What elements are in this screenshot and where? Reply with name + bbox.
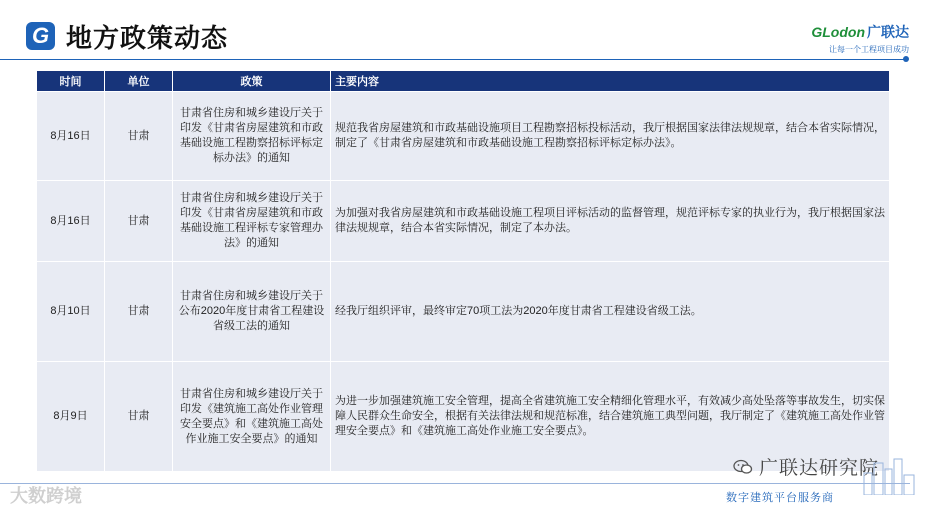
column-header-policy: 政策 xyxy=(173,71,331,92)
column-header-unit: 单位 xyxy=(105,71,173,92)
wechat-label: 广联达研究院 xyxy=(759,458,880,479)
table-row xyxy=(37,181,890,262)
watermark: 大数跨境 xyxy=(10,486,82,506)
brand-slogan: 让每一个工程项目成功 xyxy=(829,45,909,54)
table-header-row xyxy=(37,71,890,92)
table-row xyxy=(37,92,890,181)
wechat-account xyxy=(733,453,879,480)
brand-cn: 广联达 xyxy=(867,24,909,40)
logo-g-icon: G xyxy=(26,22,55,50)
bottom-divider xyxy=(0,483,910,484)
cell-unit: 甘肃 xyxy=(105,92,173,181)
cell-date: 8月16日 xyxy=(37,181,105,262)
cell-date: 8月9日 xyxy=(37,362,105,472)
wechat-icon xyxy=(733,459,753,475)
cell-policy: 甘肃省住房和城乡建设厅关于公布2020年度甘肃省工程建设省级工法的通知 xyxy=(173,262,331,362)
cell-policy: 甘肃省住房和城乡建设厅关于印发《甘肃省房屋建筑和市政基础设施工程勘察招标评标定标办法》的通知 xyxy=(173,92,331,181)
column-header-content: 主要内容 xyxy=(331,71,890,92)
brand-latin: GLodon xyxy=(811,24,865,40)
table-row xyxy=(37,262,890,362)
cell-policy: 甘肃省住房和城乡建设厅关于印发《甘肃省房屋建筑和市政基础设施工程评标专家管理办法》的通知 xyxy=(173,181,331,262)
brand-name xyxy=(811,22,909,42)
cell-unit: 甘肃 xyxy=(105,262,173,362)
top-divider xyxy=(0,59,905,60)
cell-date: 8月10日 xyxy=(37,262,105,362)
top-divider-dot xyxy=(903,56,909,62)
cell-unit: 甘肃 xyxy=(105,362,173,472)
cell-date: 8月16日 xyxy=(37,92,105,181)
cell-content: 规范我省房屋建筑和市政基础设施项目工程勘察招标投标活动，我厅根据国家法律法规规章，结合本省实际情况，制定了《甘肃省房屋建筑和市政基础设施工程勘察招标评标定标办法》。 xyxy=(331,92,890,181)
brand-logo xyxy=(811,22,909,55)
cell-unit: 甘肃 xyxy=(105,181,173,262)
page-title: 地方政策动态 xyxy=(66,23,229,53)
cell-content: 为进一步加强建筑施工安全管理，提高全省建筑施工安全精细化管理水平，有效减少高处坠落等事故发生，切实保障人民群众生命安全，根据有关法律法规和规范标准，结合建筑施工典型问题，我厅制定了《建筑施工高处作业管理安全要点》和《建筑施工高处作业施工安全要点》。 xyxy=(331,362,890,472)
cell-content: 为加强对我省房屋建筑和市政基础设施工程项目评标活动的监督管理，规范评标专家的执业行为，我厅根据国家法律法规规章，结合本省实际情况，制定了本办法。 xyxy=(331,181,890,262)
cell-content: 经我厅组织评审，最终审定70项工法为2020年度甘肃省工程建设省级工法。 xyxy=(331,262,890,362)
cell-policy: 甘肃省住房和城乡建设厅关于印发《建筑施工高处作业管理安全要点》和《建筑施工高处作业施工安全要点》的通知 xyxy=(173,362,331,472)
policy-table xyxy=(36,70,890,472)
footer-tagline: 数字建筑平台服务商 xyxy=(726,492,834,504)
column-header-date: 时间 xyxy=(37,71,105,92)
skyline-icon xyxy=(860,455,920,495)
